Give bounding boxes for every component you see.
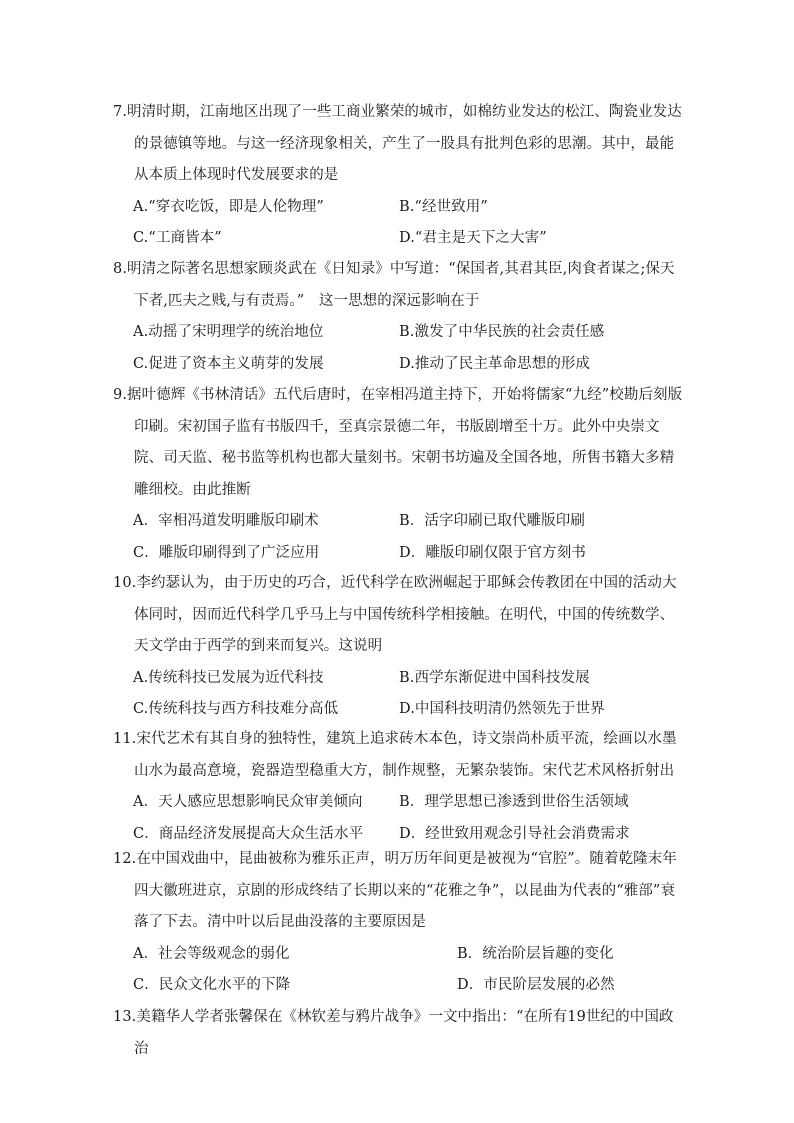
option-a[interactable]: A.“穿衣吃饭，即是人伦物理” <box>133 198 324 215</box>
option-d[interactable]: D.“君主是天下之大害” <box>399 230 547 246</box>
option-b[interactable]: B.西学东渐促进中国科技发展 <box>399 669 590 686</box>
question-12 <box>113 844 687 1002</box>
question-stem: 10.李约瑟认为，由于历史的巧合，近代科学在欧洲崛起于耶稣会传教团在中国的活动大体同时，因而近代科学几乎马上与中国传统科学相接触。在明代，中国的传统数学、天文学由于西学的到来而复兴。这说明 <box>113 575 677 654</box>
question-10 <box>113 568 687 726</box>
options-row <box>113 192 687 224</box>
question-13 <box>113 1002 687 1065</box>
option-b[interactable]: B.激发了中华民族的社会责任感 <box>399 324 605 340</box>
option-c[interactable]: C.“工商皆本” <box>133 230 222 246</box>
question-11 <box>113 724 687 850</box>
option-b[interactable]: B．理学思想已渗透到世俗生活领域 <box>399 794 629 810</box>
options-row <box>113 538 687 570</box>
option-b[interactable]: B．统治阶层旨趣的变化 <box>457 945 614 962</box>
option-d[interactable]: D.中国科技明清仍然领先于世界 <box>399 701 605 717</box>
question-9 <box>113 380 687 569</box>
option-d[interactable]: D．经世致用观念引导社会消费需求 <box>399 825 630 842</box>
option-c[interactable]: C．民众文化水平的下降 <box>133 977 291 993</box>
option-c[interactable]: C.传统科技与西方科技难分高低 <box>133 701 339 717</box>
options-row <box>113 787 687 819</box>
options-row <box>113 939 687 971</box>
options-row <box>113 694 687 726</box>
question-stem: 12.在中国戏曲中，昆曲被称为雅乐正声，明万历年间更是被视为“官腔”。随着乾隆末年四大徽班进京，京剧的形成终结了长期以来的“花雅之争”，以昆曲为代表的“雅部”衰落了下去。清中叶以后昆曲没落的主要原因是 <box>113 851 677 930</box>
options-row <box>113 349 687 381</box>
option-d[interactable]: D．市民阶层发展的必然 <box>457 977 615 993</box>
option-a[interactable]: A.动摇了宋明理学的统治地位 <box>133 324 324 340</box>
options-row <box>113 663 687 695</box>
options-row <box>113 970 687 1002</box>
options-row <box>113 506 687 538</box>
option-a[interactable]: A．社会等级观念的弱化 <box>133 945 290 962</box>
question-stem: 9.据叶德辉《书林清话》五代后唐时，在宰相冯道主持下，开始将儒家“九经”校勘后刻版印刷。宋初国子监有书版四千，至真宗景德二年，书版剧增至十万。此外中央崇文院、司天监、秘书监等机构也都大量刻书。宋朝书坊遍及全国各地，所售书籍大多精雕细校。由此推断 <box>113 387 683 498</box>
question-8 <box>113 254 687 380</box>
option-a[interactable]: A.传统科技已发展为近代科技 <box>133 669 324 686</box>
option-b[interactable]: B．活字印刷已取代雕版印刷 <box>399 513 585 529</box>
option-d[interactable]: D．雕版印刷仅限于官方刻书 <box>399 544 586 561</box>
option-a[interactable]: A．宰相冯道发明雕版印刷术 <box>133 513 319 529</box>
option-b[interactable]: B.“经世致用” <box>399 198 488 215</box>
option-c[interactable]: C．商品经济发展提高大众生活水平 <box>133 825 364 842</box>
question-stem: 8.明清之际著名思想家顾炎武在《日知录》中写道：“保国者,其君其臣,肉食者谋之;保天下者,匹夫之贱,与有责焉。” 这一思想的深远影响在于 <box>113 261 675 309</box>
question-stem: 7.明清时期，江南地区出现了一些工商业繁荣的城市，如棉纺业发达的松江、陶瓷业发达的景德镇等地。与这一经济现象相关，产生了一股具有批判色彩的思潮。其中，最能从本质上体现时代发展要求的是 <box>113 104 682 183</box>
options-row <box>113 223 687 255</box>
question-7 <box>113 97 687 255</box>
option-d[interactable]: D.推动了民主革命思想的形成 <box>399 355 591 372</box>
option-c[interactable]: C．雕版印刷得到了广泛应用 <box>133 544 320 561</box>
question-stem: 13.美籍华人学者张馨保在《林钦差与鸦片战争》一文中指出：“在所有19世纪的中国政治 <box>113 1009 674 1057</box>
option-c[interactable]: C.促进了资本主义萌芽的发展 <box>133 355 324 372</box>
question-stem: 11.宋代艺术有其自身的独特性，建筑上追求砖木本色，诗文崇尚朴质平流，绘画以水墨山水为最高意境，瓷器造型稳重大方，制作规整，无繁杂装饰。宋代艺术风格折射出 <box>113 731 677 779</box>
options-row <box>113 317 687 349</box>
option-a[interactable]: A．天人感应思想影响民众审美倾向 <box>133 794 363 810</box>
